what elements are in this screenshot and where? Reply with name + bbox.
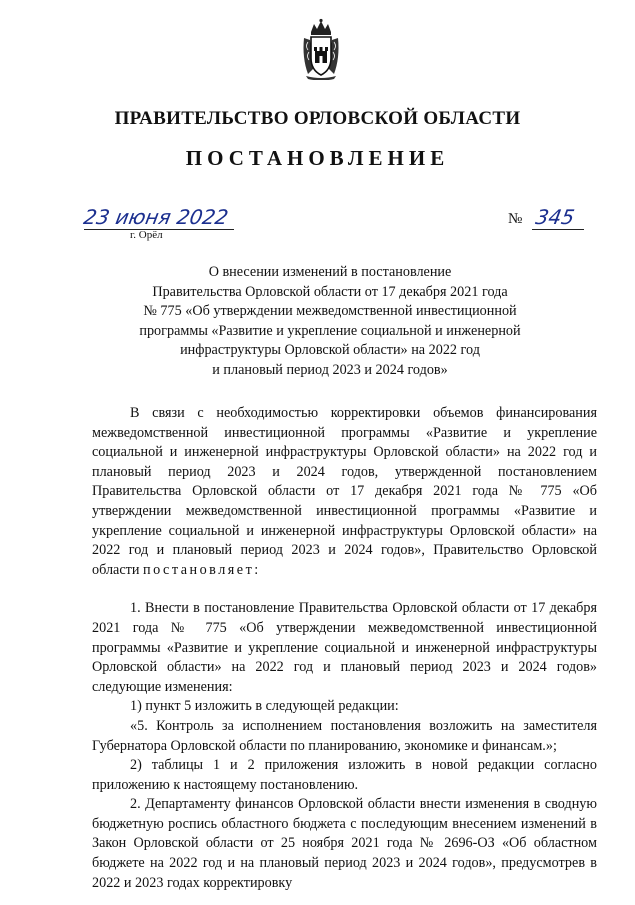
subject-line: программы «Развитие и укрепление социальной и инженерной	[139, 322, 521, 339]
number-label: №	[508, 211, 523, 227]
decree-subject	[120, 263, 540, 380]
clause-1: 1. Внести в постановление Правительства Орловской области от 17 декабря 2021 года № 775 «Об утверждении межведомственной инвестиционной программы «Развитие и укрепление социальной и инженерной инфраструктуры Орловской области» на 2022 год и плановый период 2023 и 2024 годов» следующие изменения:	[92, 600, 597, 695]
resolves-word: постановляет:	[142, 561, 261, 578]
clause-1-quote: «5. Контроль за исполнением постановления возложить на заместителя Губернатора Орловской области по планированию, экономике и финансам.»;	[92, 717, 597, 754]
government-title: ПРАВИТЕЛЬСТВО ОРЛОВСКОЙ ОБЛАСТИ	[114, 108, 521, 129]
coat-of-arms-icon	[300, 18, 342, 80]
subject-line: и плановый период 2023 и 2024 годов»	[212, 361, 448, 378]
handwritten-date: 23 июня 2022	[81, 205, 231, 229]
document-body	[92, 404, 597, 893]
preamble-paragraph	[92, 404, 597, 580]
subject-line: О внесении изменений в постановление	[208, 264, 452, 280]
handwritten-number: 345	[533, 205, 577, 229]
paragraph-gap	[92, 580, 597, 599]
number-underline	[532, 229, 584, 230]
clause-1-subitem-2: 2) таблицы 1 и 2 приложения изложить в новой редакции согласно приложению к настоящему постановлению.	[92, 757, 597, 793]
document-type-title: ПОСТАНОВЛЕНИЕ	[185, 146, 450, 170]
subject-line: Правительства Орловской области от 17 декабря 2021 года	[152, 283, 508, 300]
preamble-text: В связи с необходимостью корректировки объемов финансирования межведомственной инвестиционной программы «Развитие и укрепление социальной и инженерной инфраструктуры Орловской области» на 2022 год и плановый период 2023 и 2024 годов, утвержденной постановлением Правительства Орловской области от 17 декабря 2021 года № 775 «Об утверждении межведомственной инвестиционной программы «Развитие и укрепление социальной и инженерной инфраструктуры Орловской области» на 2022 год и плановый период 2023 и 2024 годов», Правительство Орловской области	[92, 405, 597, 578]
clause-1-subitem-1: 1) пункт 5 изложить в следующей редакции:	[130, 698, 399, 715]
subject-line: инфраструктуры Орловской области» на 2022 год	[180, 342, 480, 358]
clause-2: 2. Департаменту финансов Орловской области внести изменения в сводную бюджетную роспись областного бюджета с последующим внесением изменений в Закон Орловской области от 25 ноября 2021 года № 2696-ОЗ «Об областном бюджете на 2022 год и на плановый период 2023 и 2024 годов», предусмотрев в 2022 и 2023 годах корректировку	[92, 796, 597, 891]
city-label: г. Орёл	[130, 229, 163, 241]
subject-line: № 775 «Об утверждении межведомственной инвестиционной	[143, 303, 517, 319]
